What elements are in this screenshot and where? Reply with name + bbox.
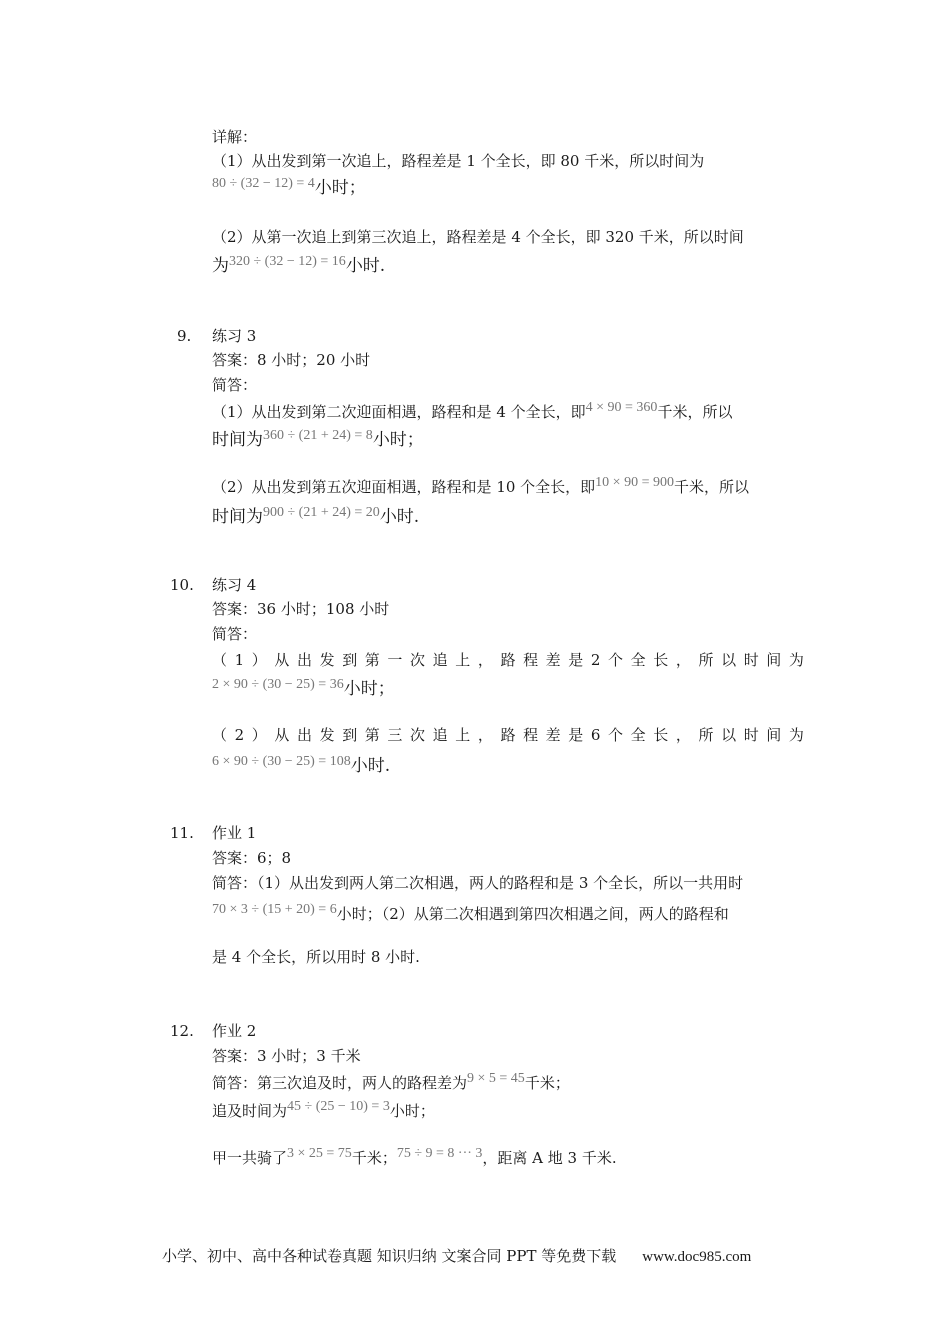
unit-text: 小时. — [350, 756, 391, 776]
footer-text: 小学、初中、高中各种试卷真题 知识归纳 文案合同 PPT 等免费下载 — [162, 1247, 617, 1265]
prefix-text: 时间为 — [212, 507, 263, 527]
justified-char: ， — [675, 651, 691, 669]
explanation-text: 千米，所以 — [657, 403, 733, 421]
math-expression: 80 ÷ (32 − 12) = 4 — [212, 176, 315, 191]
page-footer — [162, 1246, 751, 1267]
justified-char: （ — [212, 726, 228, 744]
unit-text: 千米； — [351, 1149, 397, 1167]
brief-label: 简答： — [212, 376, 258, 394]
justified-char: ， — [477, 651, 493, 669]
justified-char: 次 — [410, 651, 426, 669]
justified-char: 长 — [653, 726, 669, 744]
math-expression: 2 × 90 ÷ (30 − 25) = 36 — [212, 677, 344, 692]
s9-p2-line1 — [212, 477, 749, 499]
justified-char: 一 — [387, 651, 403, 669]
justified-char: 时 — [743, 651, 759, 669]
explanation-text: 小时；（2）从第二次相遇到第四次相遇之间，两人的路程和 — [336, 905, 729, 923]
justified-char: 上 — [455, 726, 471, 744]
brief-label: 简答： — [212, 625, 258, 643]
s10-p1-justified-line — [212, 650, 804, 670]
math-expression: 900 ÷ (21 + 24) = 20 — [263, 505, 380, 520]
s9-p1-line1 — [212, 402, 732, 424]
justified-char: 1 — [234, 651, 245, 669]
explanation-text: 千米，所以 — [673, 478, 749, 496]
footer-url[interactable]: www.doc985.com — [642, 1249, 752, 1265]
unit-text: 小时； — [343, 679, 395, 699]
brief-text: 简答：（1）从出发到两人第二次相遇，两人的路程和是 3 个全长，所以一共用时 — [212, 874, 744, 892]
item-title: 作业 1 — [212, 824, 257, 842]
justified-char: 2 — [590, 651, 601, 669]
explanation-text: ，距离 A 地 3 千米. — [482, 1149, 617, 1167]
s9-p2-line2 — [212, 507, 419, 529]
item-number: 9. — [177, 327, 192, 345]
answer-line: 答案：36 小时；108 小时 — [212, 600, 390, 618]
answer-line: 答案：6；8 — [212, 849, 292, 867]
justified-char: 到 — [342, 651, 358, 669]
justified-char: 发 — [319, 726, 335, 744]
justified-char: 6 — [590, 726, 601, 744]
s8-p2-line2 — [212, 256, 385, 278]
justified-char: 上 — [455, 651, 471, 669]
math-expression: 320 ÷ (32 − 12) = 16 — [229, 254, 346, 269]
justified-char: 以 — [721, 651, 737, 669]
prefix-text: 甲一共骑了 — [212, 1149, 288, 1167]
justified-char: 出 — [296, 651, 312, 669]
justified-char: 路 — [500, 726, 516, 744]
item-title: 作业 2 — [212, 1022, 257, 1040]
justified-char: 差 — [545, 651, 561, 669]
justified-char: 间 — [766, 651, 782, 669]
justified-char: ， — [675, 726, 691, 744]
s9-p1-line2 — [212, 430, 424, 452]
justified-char: 长 — [653, 651, 669, 669]
s11-line2 — [212, 904, 729, 926]
math-expression: 70 × 3 ÷ (15 + 20) = 6 — [212, 902, 337, 917]
item-number: 10. — [170, 576, 194, 594]
s12-line2 — [212, 1101, 435, 1123]
prefix-text: 追及时间为 — [212, 1102, 288, 1120]
justified-char: 2 — [234, 726, 245, 744]
item-title: 练习 4 — [212, 576, 257, 594]
math-expression: 360 ÷ (21 + 24) = 8 — [263, 428, 373, 443]
s12-line3 — [212, 1148, 617, 1170]
s8-p1-line2 — [212, 178, 366, 200]
justified-char: 程 — [523, 726, 539, 744]
s8-p2-text: （2）从第一次追上到第三次追上，路程差是 4 个全长，即 320 千米，所以时间 — [212, 228, 744, 246]
justified-char: 为 — [788, 726, 804, 744]
prefix-text: 为 — [212, 256, 229, 276]
s8-p1-text: （1）从出发到第一次追上，路程差是 1 个全长，即 80 千米，所以时间为 — [212, 152, 705, 170]
justified-char: 所 — [698, 726, 714, 744]
justified-char: 全 — [630, 651, 646, 669]
s12-line1 — [212, 1073, 570, 1095]
justified-char: 是 — [568, 726, 584, 744]
justified-char: （ — [212, 651, 228, 669]
answer-line: 答案：8 小时；20 小时 — [212, 351, 371, 369]
justified-char: 以 — [721, 726, 737, 744]
unit-text: 千米； — [524, 1074, 570, 1092]
s10-p2-justified-line — [212, 725, 804, 745]
justified-char: 出 — [296, 726, 312, 744]
justified-char: ） — [251, 726, 267, 744]
s11-line3: 是 4 个全长，所以用时 8 小时. — [212, 948, 420, 966]
item-title: 练习 3 — [212, 327, 257, 345]
justified-char: 所 — [698, 651, 714, 669]
justified-char: 追 — [432, 726, 448, 744]
answer-line: 答案：3 小时；3 千米 — [212, 1047, 361, 1065]
unit-text: 小时. — [379, 507, 420, 527]
s10-p1-line2 — [212, 679, 395, 701]
justified-char: 从 — [274, 726, 290, 744]
justified-char: 个 — [608, 726, 624, 744]
unit-text: 小时； — [314, 178, 366, 198]
justified-char: 第 — [364, 651, 380, 669]
justified-char: ） — [251, 651, 267, 669]
justified-char: ， — [477, 726, 493, 744]
justified-char: 追 — [432, 651, 448, 669]
justified-char: 差 — [545, 726, 561, 744]
brief-text: 简答：第三次追及时，两人的路程差为 — [212, 1074, 468, 1092]
justified-char: 次 — [410, 726, 426, 744]
item-number: 12. — [170, 1022, 194, 1040]
justified-char: 为 — [788, 651, 804, 669]
math-expression: 75 ÷ 9 = 8 ··· 3 — [396, 1146, 483, 1161]
justified-char: 全 — [630, 726, 646, 744]
justified-char: 时 — [743, 726, 759, 744]
justified-char: 程 — [523, 651, 539, 669]
math-expression: 3 × 25 = 75 — [287, 1146, 352, 1161]
prefix-text: 时间为 — [212, 430, 263, 450]
justified-char: 个 — [608, 651, 624, 669]
justified-char: 路 — [500, 651, 516, 669]
s10-p2-line2 — [212, 756, 390, 778]
item-number: 11. — [170, 824, 194, 842]
math-expression: 9 × 5 = 45 — [467, 1071, 525, 1086]
justified-char: 间 — [766, 726, 782, 744]
math-expression: 45 ÷ (25 − 10) = 3 — [287, 1099, 390, 1114]
explanation-text: （2）从出发到第五次迎面相遇，路程和是 10 个全长，即 — [212, 478, 596, 496]
math-expression: 6 × 90 ÷ (30 − 25) = 108 — [212, 754, 351, 769]
explanation-text: （1）从出发到第二次迎面相遇，路程和是 4 个全长，即 — [212, 403, 586, 421]
justified-char: 从 — [274, 651, 290, 669]
justified-char: 发 — [319, 651, 335, 669]
justified-char: 三 — [387, 726, 403, 744]
unit-text: 小时； — [389, 1102, 435, 1120]
math-expression: 10 × 90 = 900 — [595, 475, 674, 490]
math-expression: 4 × 90 = 360 — [585, 400, 658, 415]
justified-char: 到 — [342, 726, 358, 744]
unit-text: 小时. — [345, 256, 386, 276]
detail-label: 详解： — [212, 128, 258, 146]
justified-char: 是 — [568, 651, 584, 669]
unit-text: 小时； — [372, 430, 424, 450]
justified-char: 第 — [364, 726, 380, 744]
